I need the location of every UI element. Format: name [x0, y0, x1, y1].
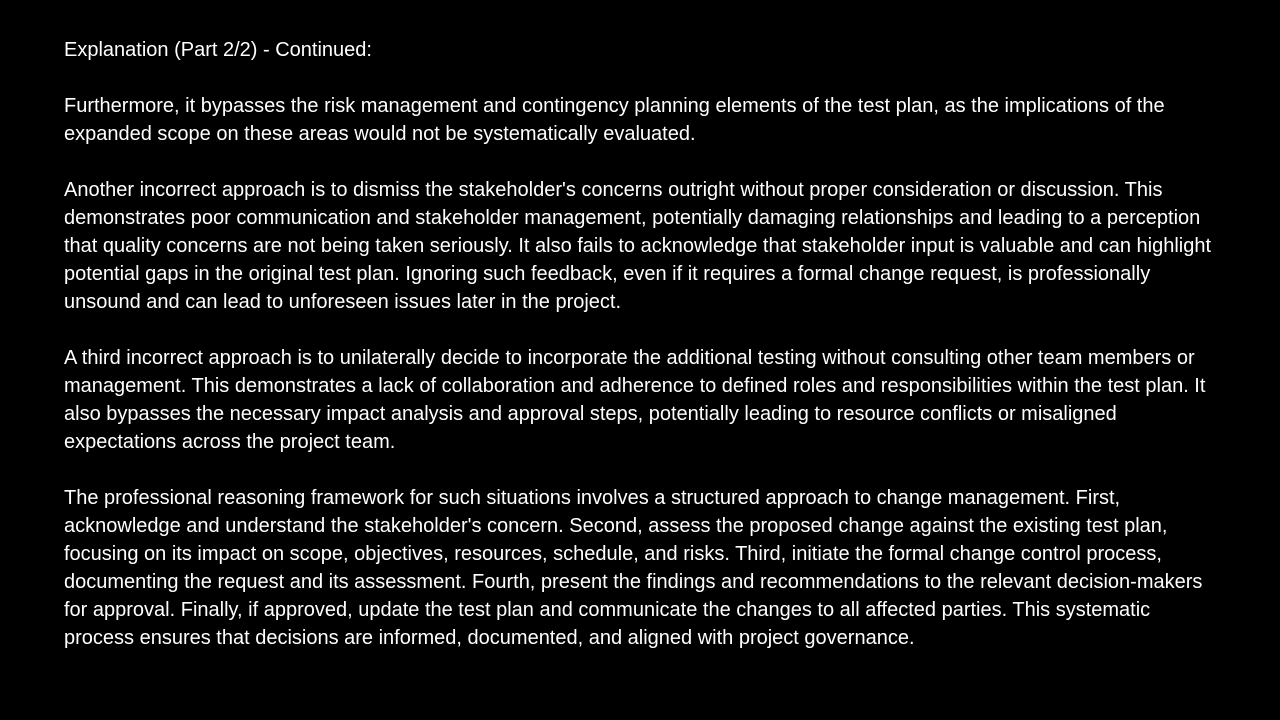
- paragraph-reasoning-framework: The professional reasoning framework for such situations involves a structured approach to change management. First, acknowledge and understand the stakeholder's concern. Second, assess the proposed change against the existing test plan, focusing on its impact on scope, objectives, resources, schedule, and risks. Third, initiate the formal change control process, documenting the request and its assessment. Fourth, present the findings and recommendations to the relevant decision-makers for approval. Finally, if approved, update the test plan and communicate the changes to all affected parties. This systematic process ensures that decisions are informed, documented, and aligned with project governance.: [64, 487, 1203, 649]
- paragraph-unilateral-decision: A third incorrect approach is to unilaterally decide to incorporate the additional testing without consulting other team members or management. This demonstrates a lack of collaboration and adherence to defined roles and responsibilities within the test plan. It also bypasses the necessary impact analysis and approval steps, potentially leading to resource conflicts or misaligned expectations across the project team.: [64, 347, 1206, 453]
- document-body: [64, 36, 1224, 652]
- paragraph-risk-management: Furthermore, it bypasses the risk management and contingency planning elements of the test plan, as the implications of the expanded scope on these areas would not be systematically evaluated.: [64, 95, 1165, 145]
- section-heading: Explanation (Part 2/2) - Continued:: [64, 39, 372, 61]
- paragraph-dismiss-concerns: Another incorrect approach is to dismiss the stakeholder's concerns outright without proper consideration or discussion. This demonstrates poor communication and stakeholder management, potentially damaging relationships and leading to a perception that quality concerns are not being taken seriously. It also fails to acknowledge that stakeholder input is valuable and can highlight potential gaps in the original test plan. Ignoring such feedback, even if it requires a formal change request, is professionally unsound and can lead to unforeseen issues later in the project.: [64, 179, 1212, 313]
